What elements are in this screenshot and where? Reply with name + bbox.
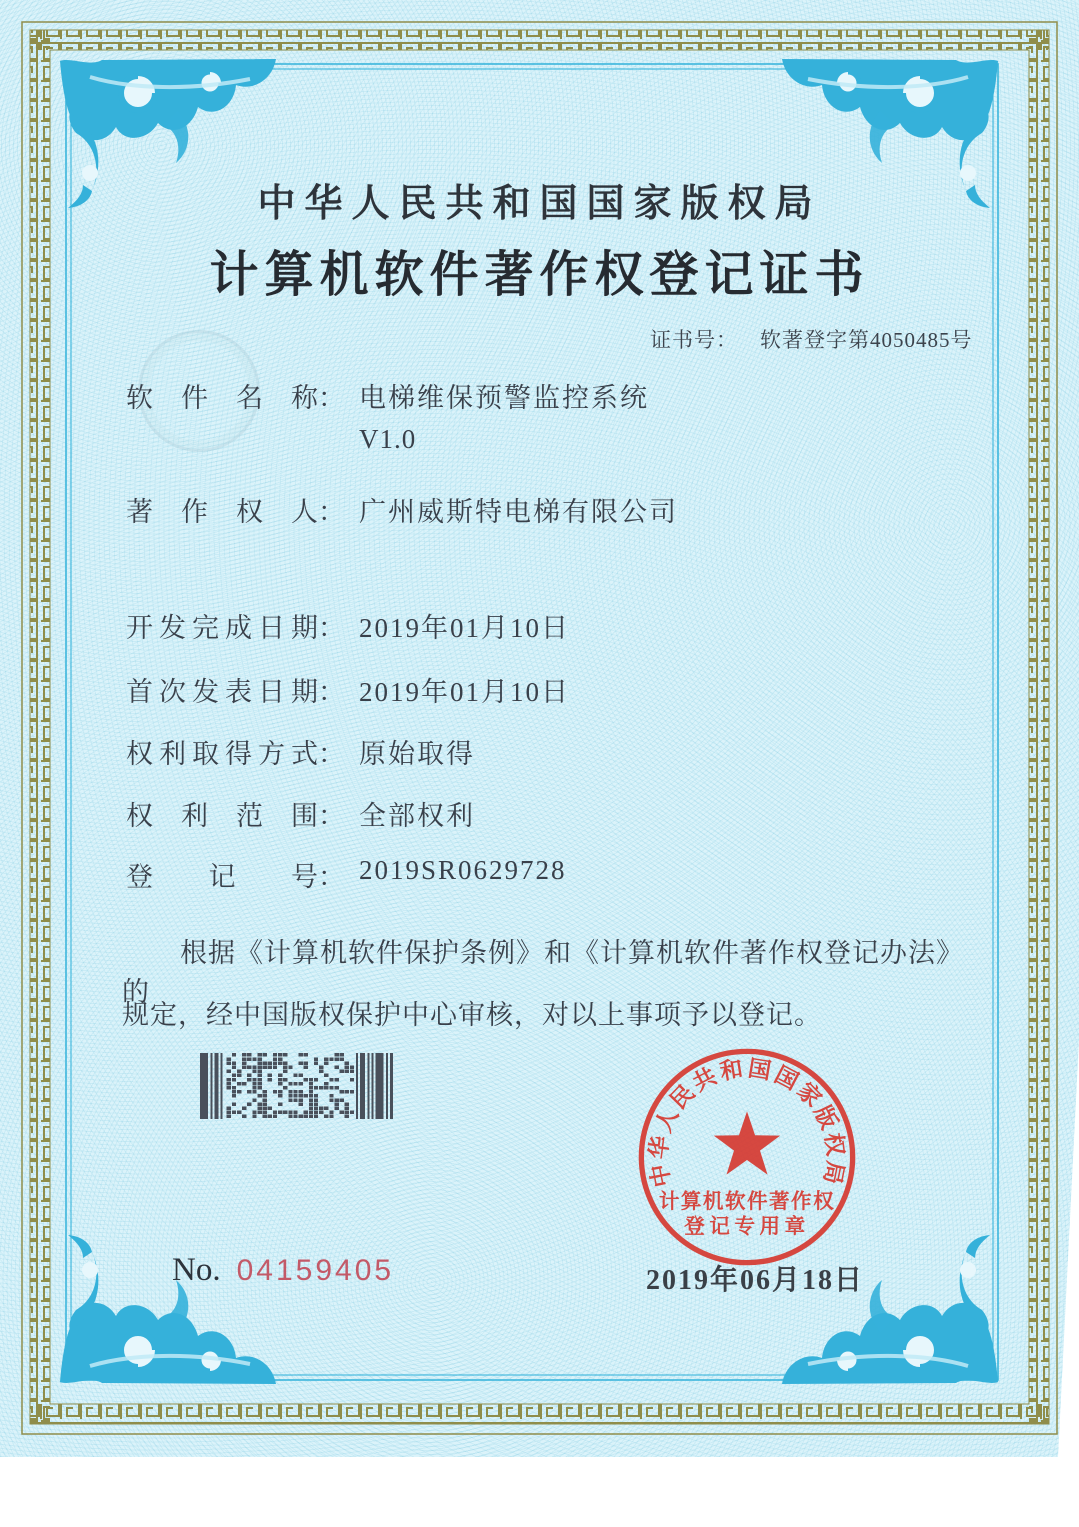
registration-number: 2019SR0629728 — [359, 855, 567, 885]
field-colon: ： — [318, 739, 345, 769]
field-colon: ： — [318, 801, 345, 831]
field-value: 原始取得 — [359, 739, 475, 769]
field-registration-number — [126, 855, 567, 894]
field-label: 首次发表日期 — [126, 677, 318, 707]
field-colon: ： — [318, 862, 345, 892]
field-colon: ： — [318, 383, 345, 413]
field-rights-acquisition — [126, 732, 475, 771]
seal-inner-line2: 登记专用章 — [684, 1216, 810, 1238]
field-label: 著作权人 — [126, 497, 318, 527]
issue-date: 2019年06月18日 — [646, 1265, 865, 1296]
field-software-name — [126, 376, 649, 455]
authority-title: 中华人民共和国国家版权局 — [257, 183, 822, 225]
field-label: 开发完成日期 — [126, 613, 318, 643]
certificate-number-label: 证书号： — [650, 328, 738, 352]
field-dev-complete-date — [126, 606, 570, 645]
field-label: 软件名称 — [126, 383, 318, 413]
field-value: 2019年01月10日 — [359, 677, 570, 707]
field-colon: ： — [318, 497, 345, 527]
field-value: 广州威斯特电梯有限公司 — [359, 497, 678, 527]
official-red-seal — [633, 1043, 861, 1271]
software-name: 电梯维保预警监控系统 — [359, 383, 649, 413]
field-label: 登记号 — [126, 862, 318, 892]
red-star-icon — [714, 1111, 780, 1174]
field-value — [359, 376, 649, 455]
field-colon: ： — [318, 677, 345, 707]
field-value: 全部权利 — [359, 801, 475, 831]
field-label: 权利范围 — [126, 801, 318, 831]
certificate-title: 计算机软件著作权登记证书 — [209, 247, 870, 302]
field-copyright-owner — [126, 490, 678, 529]
statement-line1: 根据《计算机软件保护条例》和《计算机软件著作权登记办法》的 — [122, 938, 951, 1007]
serial-number: 04159405 — [236, 1254, 395, 1287]
serial-number-line — [172, 1252, 394, 1289]
seal-ring-text: 中华人民共和国国家版权局 — [645, 1055, 849, 1190]
software-version: V1.0 — [359, 424, 417, 454]
field-colon: ： — [318, 613, 345, 643]
field-first-publish-date — [126, 670, 570, 709]
statement-line2: 规定，经中国版权保护中心审核，对以上事项予以登记。 — [122, 1000, 822, 1030]
certificate-number-line — [650, 324, 973, 354]
field-value: 2019年01月10日 — [359, 613, 570, 643]
field-label: 权利取得方式 — [126, 739, 318, 769]
certificate-number-value: 软著登字第4050485号 — [760, 328, 973, 352]
pdf417-barcode — [200, 1050, 395, 1122]
field-rights-scope — [126, 794, 475, 833]
serial-label: No. — [172, 1252, 221, 1288]
seal-inner-line1: 计算机软件著作权 — [658, 1190, 836, 1213]
